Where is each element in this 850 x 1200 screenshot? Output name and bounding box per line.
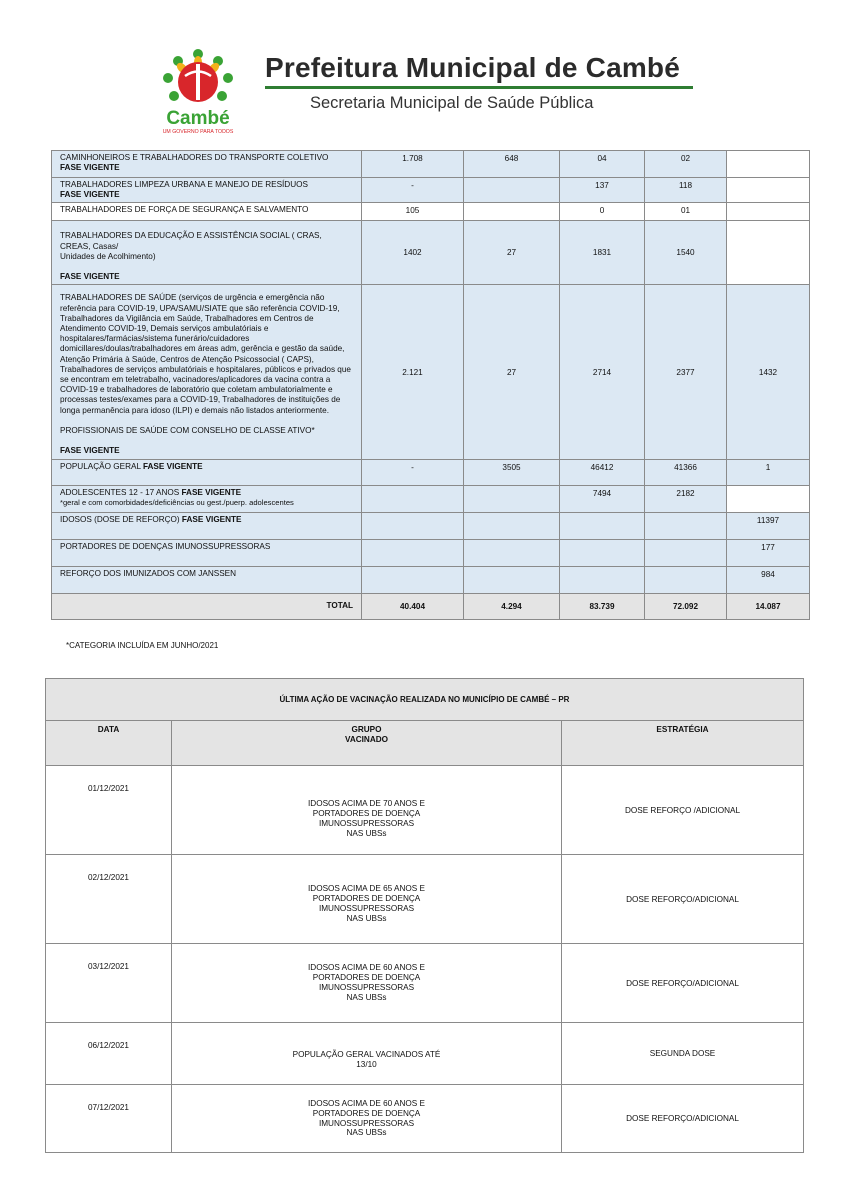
cell-value: 02: [645, 151, 727, 178]
row-label: PORTADORES DE DOENÇAS IMUNOSSUPRESSORAS: [52, 539, 362, 566]
cell-value: [464, 566, 560, 593]
svg-text:UM GOVERNO PARA TODOS: UM GOVERNO PARA TODOS: [162, 129, 234, 135]
cell-value: -: [362, 178, 464, 203]
total-value: 40.404: [362, 593, 464, 619]
cell-value: 27: [464, 285, 560, 459]
table-row: [52, 512, 810, 539]
logo-emblem: [150, 48, 246, 136]
cell-value: 1432: [727, 285, 810, 459]
cell-value: 7494: [560, 485, 645, 512]
cell-value: [727, 221, 810, 285]
table-row: [46, 855, 804, 944]
row-strategy: DOSE REFORÇO/ADICIONAL: [562, 855, 804, 944]
cell-value: [464, 178, 560, 203]
row-label: CAMINHONEIROS E TRABALHADORES DO TRANSPORTE COLETIVO FASE VIGENTE: [52, 151, 362, 178]
row-label: TRABALHADORES DE FORÇA DE SEGURANÇA E SALVAMENTO: [52, 203, 362, 221]
table-row: [46, 1023, 804, 1085]
table-row: [52, 539, 810, 566]
cell-value: 0: [560, 203, 645, 221]
row-label: REFORÇO DOS IMUNIZADOS COM JANSSEN: [52, 566, 362, 593]
row-label: TRABALHADORES LIMPEZA URBANA E MANEJO DE RESÍDUOS FASE VIGENTE: [52, 178, 362, 203]
cell-value: 2714: [560, 285, 645, 459]
cell-value: [645, 539, 727, 566]
svg-text:Cambé: Cambé: [166, 108, 230, 129]
row-date: 07/12/2021: [46, 1085, 172, 1153]
cell-value: 01: [645, 203, 727, 221]
cell-value: [464, 512, 560, 539]
page-title: Prefeitura Municipal de Cambé: [265, 52, 681, 83]
cell-value: 984: [727, 566, 810, 593]
row-date: 02/12/2021: [46, 855, 172, 944]
header-divider: [265, 86, 693, 89]
cell-value: 105: [362, 203, 464, 221]
cell-value: 177: [727, 539, 810, 566]
vaccination-groups-table: [51, 150, 810, 620]
row-group: POPULAÇÃO GERAL VACINADOS ATÉ 13/10: [172, 1023, 562, 1085]
row-label: TRABALHADORES DE SAÚDE (serviços de urgência e emergência não referência para COVID-19, UPA/SAMU/SIATE que são referência COVID-19, Trabalhadores da Vigilância em Saúde, Trabalhadores em Centros de Atendimento COVID-19, Demais serviços ambulatóriais e hospitalares/farmácias/sistema funerário/cuidadores domicillares/doulas/trabalhadores em áreas adm, gerência e gestão da saúde, Atenção Primária à Saúde, Centros de Atenção Psicossocial ( CAPS), Trabalhadores de serviços ambulatóriais e hospitalares, públicos e privados que se encontram em teletrabalho, vacinadores/aplicadores da vacina contra a COVID-19 e trabalhadores de laboratório que coletam ambulatorialmente e processas testes/exames para a COVID-19, Trabalhadores de instituições de longa permanência para idoso (ILPI) e demais não listados anteriormente. PROFISSIONAIS DE SAÚDE COM CONSELHO DE CLASSE ATIVO* FASE VIGENTE: [52, 285, 362, 459]
cell-value: [645, 566, 727, 593]
cell-value: 137: [560, 178, 645, 203]
row-label: POPULAÇÃO GERAL FASE VIGENTE: [52, 459, 362, 485]
column-header-strategy: ESTRATÉGIA: [562, 721, 804, 766]
row-strategy: SEGUNDA DOSE: [562, 1023, 804, 1085]
cell-value: [727, 178, 810, 203]
cell-value: -: [362, 459, 464, 485]
table-title: ÚLTIMA AÇÃO DE VACINAÇÃO REALIZADA NO MUNICÍPIO DE CAMBÉ – PR: [46, 679, 804, 721]
cell-value: 3505: [464, 459, 560, 485]
cell-value: [362, 485, 464, 512]
cell-value: [362, 512, 464, 539]
row-date: 01/12/2021: [46, 766, 172, 855]
cell-value: 2377: [645, 285, 727, 459]
cell-value: [464, 485, 560, 512]
row-label: TRABALHADORES DA EDUCAÇÃO E ASSISTÊNCIA SOCIAL ( CRAS, CREAS, Casas/ Unidades de Acolhimento) FASE VIGENTE: [52, 221, 362, 285]
table-row: [52, 178, 810, 203]
cell-value: [727, 151, 810, 178]
row-strategy: DOSE REFORÇO/ADICIONAL: [562, 944, 804, 1023]
table-row: [46, 766, 804, 855]
cell-value: 04: [560, 151, 645, 178]
table-header-row: [46, 721, 804, 766]
column-header-date: DATA: [46, 721, 172, 766]
total-row: [52, 593, 810, 619]
table-row: [52, 151, 810, 178]
cell-value: 1831: [560, 221, 645, 285]
table-row: [52, 221, 810, 285]
page-subtitle: Secretaria Municipal de Saúde Pública: [310, 94, 594, 112]
cell-value: 2182: [645, 485, 727, 512]
cell-value: 1: [727, 459, 810, 485]
total-value: 14.087: [727, 593, 810, 619]
row-label: ADOLESCENTES 12 - 17 ANOS FASE VIGENTE *geral e com comorbidades/deficiências ou gest./puerp. adolescentes: [52, 485, 362, 512]
cell-value: 2.121: [362, 285, 464, 459]
row-label: IDOSOS (DOSE DE REFORÇO) FASE VIGENTE: [52, 512, 362, 539]
cell-value: [560, 539, 645, 566]
cell-value: [560, 566, 645, 593]
cell-value: 1402: [362, 221, 464, 285]
footnote: *CATEGORIA INCLUÍDA EM JUNHO/2021: [66, 641, 219, 650]
total-value: 72.092: [645, 593, 727, 619]
table-row: [52, 459, 810, 485]
cell-value: [645, 512, 727, 539]
table-title-row: [46, 679, 804, 721]
cambe-logo: [150, 48, 246, 136]
row-group: IDOSOS ACIMA DE 65 ANOS E PORTADORES DE DOENÇA IMUNOSSUPRESSORAS NAS UBSs: [172, 855, 562, 944]
row-group: IDOSOS ACIMA DE 70 ANOS E PORTADORES DE DOENÇA IMUNOSSUPRESSORAS NAS UBSs: [172, 766, 562, 855]
cell-value: 1.708: [362, 151, 464, 178]
cell-value: [727, 203, 810, 221]
cell-value: [464, 539, 560, 566]
table-row: [52, 566, 810, 593]
row-date: 03/12/2021: [46, 944, 172, 1023]
cell-value: [727, 485, 810, 512]
cell-value: 11397: [727, 512, 810, 539]
cell-value: 118: [645, 178, 727, 203]
last-vaccination-table: [45, 678, 804, 1153]
row-date: 06/12/2021: [46, 1023, 172, 1085]
cell-value: 648: [464, 151, 560, 178]
row-group: IDOSOS ACIMA DE 60 ANOS E PORTADORES DE DOENÇA IMUNOSSUPRESSORAS NAS UBSs: [172, 1085, 562, 1153]
row-strategy: DOSE REFORÇO /ADICIONAL: [562, 766, 804, 855]
total-value: 83.739: [560, 593, 645, 619]
cell-value: [362, 566, 464, 593]
row-strategy: DOSE REFORÇO/ADICIONAL: [562, 1085, 804, 1153]
cell-value: [362, 539, 464, 566]
table-row: [52, 485, 810, 512]
table-row: [46, 1085, 804, 1153]
total-value: 4.294: [464, 593, 560, 619]
cell-value: [464, 203, 560, 221]
column-header-group: GRUPO VACINADO: [172, 721, 562, 766]
cell-value: [560, 512, 645, 539]
table-row: [46, 944, 804, 1023]
table-row: [52, 285, 810, 459]
cell-value: 46412: [560, 459, 645, 485]
cell-value: 41366: [645, 459, 727, 485]
cell-value: 1540: [645, 221, 727, 285]
cell-value: 27: [464, 221, 560, 285]
row-group: IDOSOS ACIMA DE 60 ANOS E PORTADORES DE DOENÇA IMUNOSSUPRESSORAS NAS UBSs: [172, 944, 562, 1023]
total-label: TOTAL: [52, 593, 362, 619]
table-row: [52, 203, 810, 221]
